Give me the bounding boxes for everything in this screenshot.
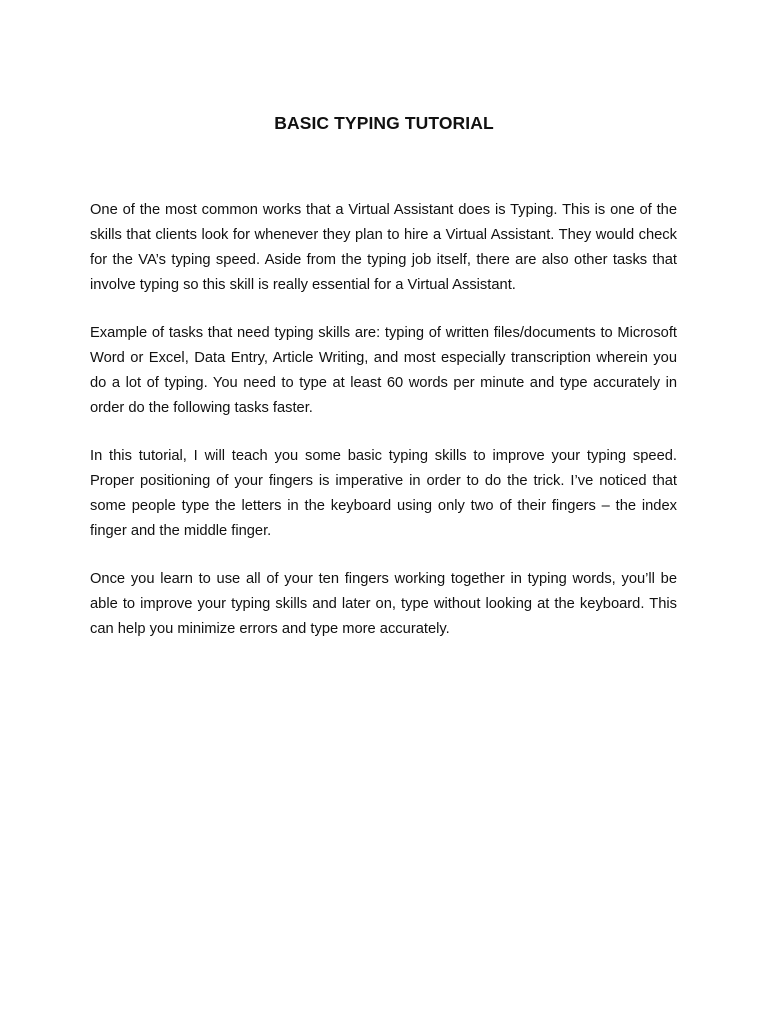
paragraph-task-examples: Example of tasks that need typing skills are: typing of written files/documents to Microsoft Word or Excel, Data Entry, Article Writing, and most especially transcription wherein you do a lot of typing. You need to type at least 60 words per minute and type accurately in order do the following tasks faster. bbox=[90, 325, 677, 416]
paragraph-ten-fingers: Once you learn to use all of your ten fingers working together in typing words, you’ll be able to improve your typing skills and later on, type without looking at the keyboard. This can help you minimize errors and type more accurately. bbox=[90, 571, 677, 637]
document-title: BASIC TYPING TUTORIAL bbox=[274, 113, 494, 133]
paragraph-tutorial-overview: In this tutorial, I will teach you some basic typing skills to improve your typing speed. Proper positioning of your fingers is imperative in order to do the trick. I’ve noticed that some people type the letters in the keyboard using only two of their fingers – the index finger and the middle finger. bbox=[90, 448, 677, 539]
paragraph-intro: One of the most common works that a Virtual Assistant does is Typing. This is one of the skills that clients look for whenever they plan to hire a Virtual Assistant. They would check for the VA’s typing speed. Aside from the typing job itself, there are also other tasks that involve typing so this skill is really essential for a Virtual Assistant. bbox=[90, 202, 677, 293]
document-body bbox=[90, 198, 677, 665]
